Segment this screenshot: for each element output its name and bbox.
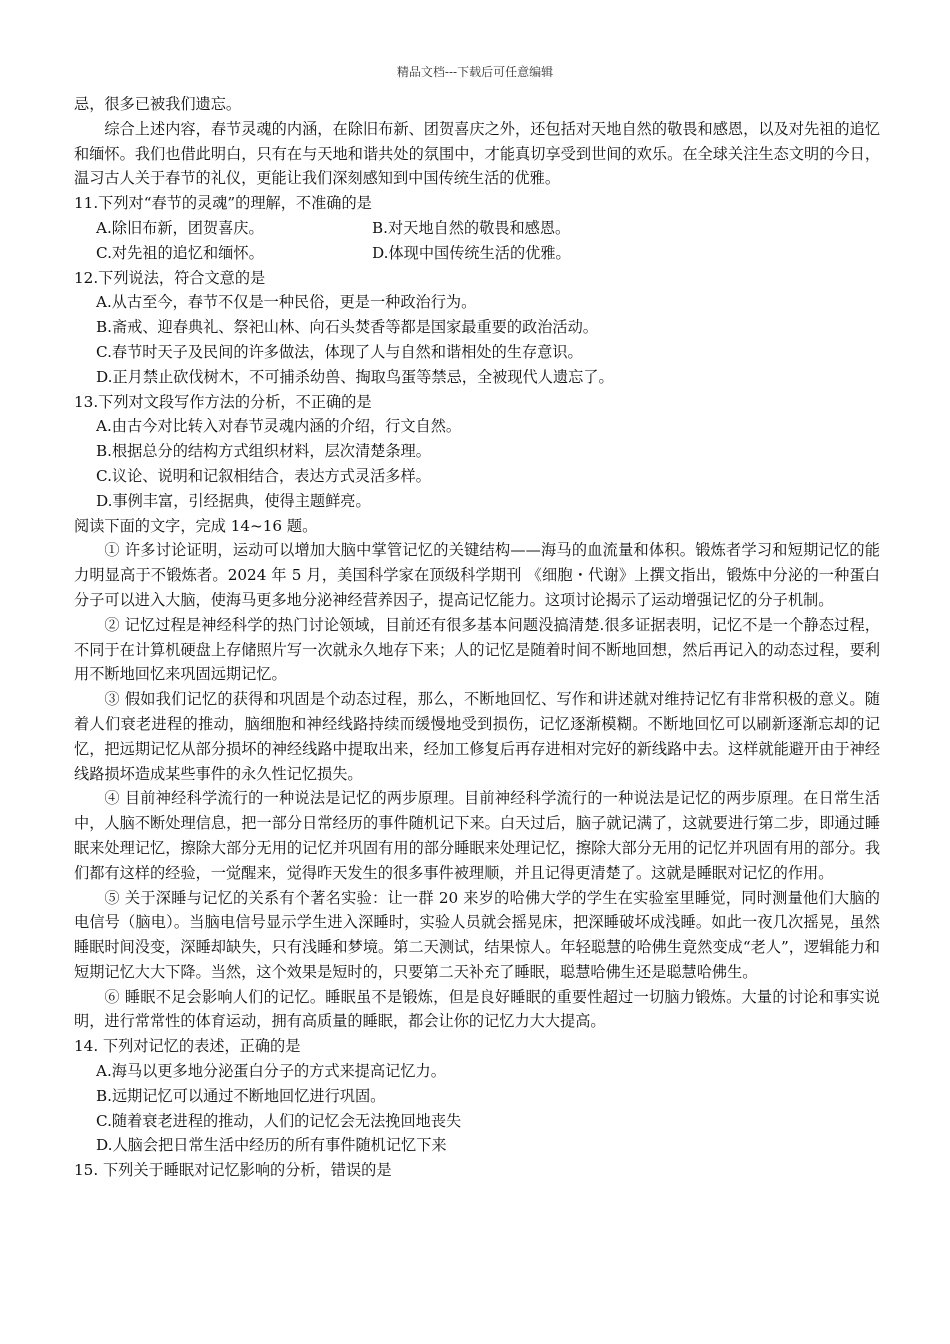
question-12-stem: 12.下列说法，符合文意的是 [74,268,266,287]
passage-paragraph-4: ④ 目前神经科学流行的一种说法是记忆的两步原理。目前神经科学流行的一种说法是记忆的两步原理。在日常生活中，人脑不断处理信息，把一部分日常经历的事件随机记下来。白天过后，脑子就记满了，这就要进行第二步，即通过睡眠来处理记忆，擦除大部分无用的记忆并巩固有用的部分睡眠来处理记忆，擦除大部分无用的记忆并巩固有用的部分。我们都有这样的经验，一觉醒来，觉得昨天发生的很多事件被理顺，并且记得更清楚了。这就是睡眠对记忆的作用。 [74,789,880,882]
question-15-stem: 15. 下列关于睡眠对记忆影响的分析，错误的是 [74,1161,392,1180]
passage-paragraph-3: ③ 假如我们记忆的获得和巩固是个动态过程，那么，不断地回忆、写作和讲述就对维持记忆有非常积极的意义。随着人们衰老进程的推动，脑细胞和神经线路持续而缓慢地受到损伤，记忆逐渐模糊。不断地回忆可以刷新逐渐忘却的记忆，把远期记忆从部分损坏的神经线路中提取出来，经加工修复后再存进相对完好的新线路中去。这样就能避开由于神经线路损坏造成某些事件的永久性记忆损失。 [74,690,880,783]
passage-paragraph-5: ⑤ 关于深睡与记忆的关系有个著名实验：让一群 20 来岁的哈佛大学的学生在实验室里睡觉，同时测量他们大脑的电信号（脑电）。当脑电信号显示学生进入深睡时，实验人员就会摇晃床，把深睡破坏成浅睡。如此一夜几次摇晃，虽然睡眠时间没变，深睡却缺失，只有浅睡和梦境。第二天测试，结果惊人。年轻聪慧的哈佛生竟然变成“老人”，逻辑能力和短期记忆大大下降。当然，这个效果是短时的，只要第二天补充了睡眠，聪慧哈佛生还是聪慧哈佛生。 [74,888,880,981]
question-14-option-a: A.海马以更多地分泌蛋白分子的方式来提高记忆力。 [96,1062,446,1081]
question-13-option-b: B.根据总分的结构方式组织材料，层次清楚条理。 [96,442,431,461]
question-15 [74,1158,880,1183]
question-13 [74,390,880,514]
question-11-option-c: C.对先祖的追忆和缅怀。 [96,243,264,262]
intro-paragraph-2: 综合上述内容，春节灵魂的内涵，在除旧布新、团贺喜庆之外，还包括对天地自然的敬畏和感恩，以及对先祖的追忆和缅怀。我们也借此明白，只有在与天地和谐共处的氛围中，才能真切享受到世间的欢乐。在全球关注生态文明的今日，温习古人关于春节的礼仪，更能让我们深刻感知到中国传统生活的优雅。 [74,119,880,188]
question-11-option-d: D.体现中国传统生活的优雅。 [372,243,571,262]
question-11-option-a: A.除旧布新，团贺喜庆。 [96,218,264,237]
question-14-option-c: C.随着衰老进程的推动，人们的记忆会无法挽回地丧失 [96,1111,462,1130]
question-14 [74,1034,880,1158]
intro-paragraph-1: 忌，很多已被我们遗忘。 [74,95,242,113]
passage-paragraph-1: ① 许多讨论证明，运动可以增加大脑中掌管记忆的关键结构——海马的血流量和体积。锻炼者学习和短期记忆的能力明显高于不锻炼者。2024 年 5 月，美国科学家在顶级科学期刊 《细胞・代谢》上撰文指出，锻炼中分泌的一种蛋白分子可以进入大脑，使海马更多地分泌神经营养因子，提高记忆能力。这项讨论揭示了运动增强记忆的分子机制。 [74,541,880,609]
question-11-option-b: B.对天地自然的敬畏和感恩。 [372,218,571,237]
reading-passage [74,538,880,1034]
question-12-option-a: A.从古至今，春节不仅是一种民俗，更是一种政治行为。 [96,293,477,312]
question-14-option-b: B.远期记忆可以通过不断地回忆进行巩固。 [96,1086,386,1105]
question-12-option-b: B.斋戒、迎春典礼、祭祀山林、向石头焚香等都是国家最重要的政治活动。 [96,318,598,337]
question-14-stem: 14. 下列对记忆的表述，正确的是 [74,1037,301,1056]
question-13-option-c: C.议论、说明和记叙相结合，表达方式灵活多样。 [96,466,431,485]
question-13-option-a: A.由古今对比转入对春节灵魂内涵的介绍，行文自然。 [96,417,462,436]
question-11-options-row-1 [96,216,880,241]
question-11-options-row-2 [96,241,880,266]
question-12-option-c: C.春节时天子及民间的许多做法，体现了人与自然和谐相处的生存意识。 [96,342,583,361]
passage-paragraph-2: ② 记忆过程是神经科学的热门讨论领域，目前还有很多基本问题没搞清楚.很多证据表明，记忆不是一个静态过程，不同于在计算机硬盘上存储照片写一次就永久地存下来；人的记忆是随着时间不断地回想，然后再记入的动态过程，要利用不断地回忆来巩固远期记忆。 [74,615,880,684]
question-14-option-d: D.人脑会把日常生活中经历的所有事件随机记忆下来 [96,1136,447,1155]
page-header: 精品文档---下载后可任意编辑 [396,65,554,79]
question-12-option-d: D.正月禁止砍伐树木，不可捕杀幼兽、掏取鸟蛋等禁忌，全被现代人遗忘了。 [96,367,614,386]
question-11-stem: 11.下列对“春节的灵魂”的理解，不准确的是 [74,194,372,213]
page-content [74,92,880,1183]
passage-paragraph-6: ⑥ 睡眠不足会影响人们的记忆。睡眠虽不是锻炼，但是良好睡眠的重要性超过一切脑力锻炼。大量的讨论和事实说明，进行常常性的体育运动，拥有高质量的睡眠，都会让你的记忆力大大提高。 [74,987,880,1031]
reading-instruction: 阅读下面的文字，完成 14~16 题。 [74,516,318,535]
question-13-option-d: D.事例丰富，引经据典，使得主题鲜亮。 [96,491,371,510]
question-12 [74,266,880,390]
question-11 [74,191,880,265]
question-13-stem: 13.下列对文段写作方法的分析，不正确的是 [74,392,372,411]
